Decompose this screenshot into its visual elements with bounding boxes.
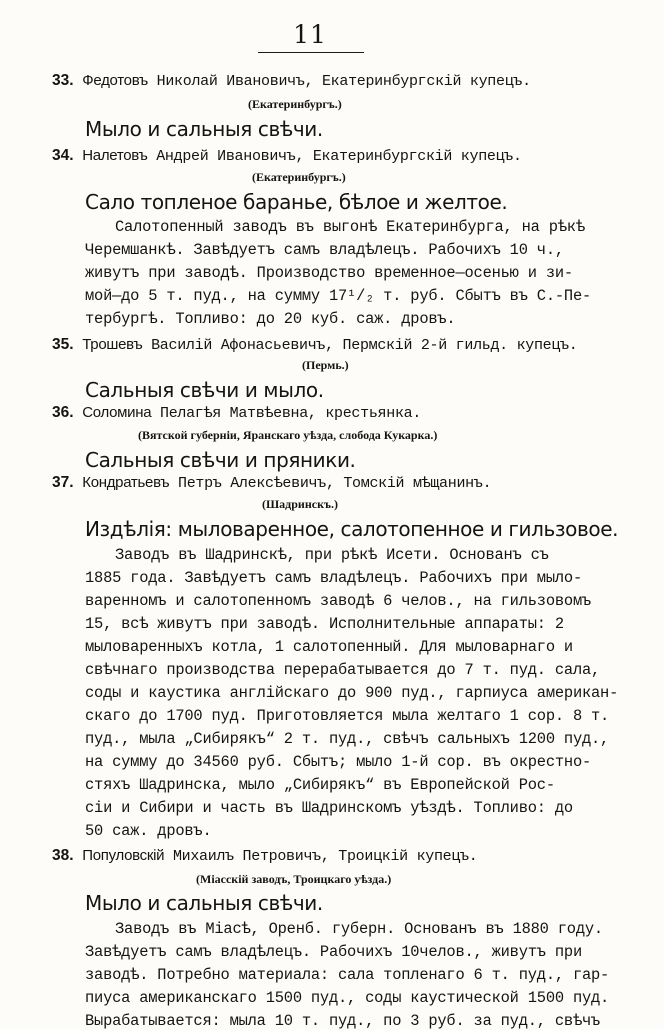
paragraph-line: тербургѣ. Топливо: до 20 куб. саж. дровъ.	[85, 310, 456, 328]
entry-product: Сальныя свѣчи и мыло.	[85, 378, 324, 402]
paragraph-line: 50 саж. дровъ.	[85, 822, 212, 840]
paragraph-line: Черемшанкѣ. Завѣдуетъ самъ владѣлецъ. Рабочихъ 10 ч.,	[85, 241, 564, 259]
entry-number: 36.	[52, 404, 74, 421]
entry-description: Пелагѣя Матвѣевна, крестьянка.	[160, 405, 422, 422]
entry-description: Василій Афонасьевичъ, Пермскій 2-й гильд. купецъ.	[151, 337, 578, 354]
entry-number: 37.	[52, 474, 74, 491]
entry-description: Андрей Ивановичъ, Екатеринбургскій купецъ.	[156, 148, 522, 165]
paragraph-line: заводѣ. Потребно материала: сала топленаго 6 т. пуд., гар-	[85, 966, 610, 984]
entry-product: Мыло и сальныя свѣчи.	[85, 891, 323, 915]
entry-heading	[52, 336, 577, 354]
entry-product: Мыло и сальныя свѣчи.	[85, 117, 323, 141]
entry-surname: Соломина	[82, 404, 152, 421]
paragraph-line: Салотопенный заводъ въ выгонѣ Екатеринбурга, на рѣкѣ	[115, 218, 585, 236]
paragraph-line: сіи и Сибири и часть въ Шадринскомъ уѣздѣ. Топливо: до	[85, 799, 573, 817]
entry-product: Сало топленое баранье, бѣлое и желтое.	[85, 190, 508, 214]
entry-description: Михаилъ Петровичъ, Троицкій купецъ.	[172, 848, 478, 865]
page-number: 11	[293, 20, 327, 49]
paragraph-line: мыловаренныхъ котла, 1 салотопенный. Для мыловарнаго и	[85, 638, 573, 656]
entry-number: 34.	[52, 147, 74, 164]
entry-surname: Налетовъ	[82, 147, 148, 164]
entry-location: (Вятской губерніи, Яранскаго уѣзда, слобода Кукарка.)	[138, 428, 438, 442]
paragraph-line: свѣчнаго производства перерабатывается до 7 т. пуд. сала,	[85, 661, 601, 679]
paragraph-line: скаго до 1700 пуд. Приготовляется мыла желтаго 1 сор. 8 т.	[85, 707, 610, 725]
entry-location: (Пермь.)	[302, 358, 349, 372]
paragraph-line: стяхъ Шадринска, мыло „Сибирякъ“ въ Европейской Рос-	[85, 776, 555, 794]
entry-number: 35.	[52, 336, 74, 353]
entry-product: Сальныя свѣчи и пряники.	[85, 448, 356, 472]
entry-heading	[52, 72, 531, 90]
entry-heading	[52, 847, 478, 865]
paragraph-line: живутъ при заводѣ. Производство временное—осенью и зи-	[85, 264, 573, 282]
paragraph-line: Завѣдуетъ самъ владѣлецъ. Рабочихъ 10челов., живутъ при	[85, 943, 582, 961]
page-number-rule	[258, 52, 364, 53]
paragraph-line: 1885 года. Завѣдуетъ самъ владѣлецъ. Рабочихъ при мыло-	[85, 569, 582, 587]
paragraph-line: мой—до 5 т. пуд., на сумму 17¹/₂ т. руб. Сбытъ въ С.-Пе-	[85, 287, 592, 305]
paragraph-line: Заводъ въ Міасѣ, Оренб. губерн. Основанъ въ 1880 году.	[115, 920, 603, 938]
paragraph-line: пуд., мыла „Сибирякъ“ 2 т. пуд., свѣчъ сальныхъ 1200 пуд.,	[85, 730, 610, 748]
paragraph-line: соды и каустика англійскаго до 900 пуд., гарпиуса американ-	[85, 684, 619, 702]
entry-location: (Екатеринбургъ.)	[252, 170, 346, 184]
entry-surname: Популовскій	[82, 847, 165, 864]
entry-heading	[52, 404, 421, 422]
entry-surname: Трошевъ	[82, 336, 143, 353]
paragraph-line: на сумму до 34560 руб. Сбытъ; мыло 1-й сор. въ окрестно-	[85, 753, 592, 771]
paragraph-line: Заводъ въ Шадринскѣ, при рѣкѣ Исети. Основанъ съ	[115, 546, 549, 564]
entry-location: (Шадринскъ.)	[262, 497, 338, 511]
entry-description: Николай Ивановичъ, Екатеринбургскій купецъ.	[156, 73, 531, 90]
entry-number: 38.	[52, 847, 74, 864]
entry-location: (Екатеринбургъ.)	[248, 97, 342, 111]
entry-description: Петръ Алексѣевичъ, Томскій мѣщанинъ.	[178, 475, 492, 492]
paragraph-line: Вырабатывается: мыла 10 т. пуд., по 3 руб. за пуд., свѣчъ	[85, 1012, 601, 1030]
entry-heading	[52, 474, 491, 492]
paragraph-line: 15, всѣ живутъ при заводѣ. Исполнительные аппараты: 2	[85, 615, 564, 633]
entry-surname: Кондратьевъ	[82, 474, 170, 491]
entry-heading	[52, 147, 522, 165]
paragraph-line: варенномъ и салотопенномъ заводѣ 6 челов., на гильзовомъ	[85, 592, 592, 610]
entry-product: Издѣлія: мыловаренное, салотопенное и гильзовое.	[85, 517, 619, 541]
paragraph-line: пиуса американскаго 1500 пуд., соды каустической 1500 пуд.	[85, 989, 610, 1007]
entry-number: 33.	[52, 72, 74, 89]
entry-location: (Міасскій заводъ, Троицкаго уѣзда.)	[196, 872, 392, 886]
entry-surname: Федотовъ	[82, 72, 148, 89]
